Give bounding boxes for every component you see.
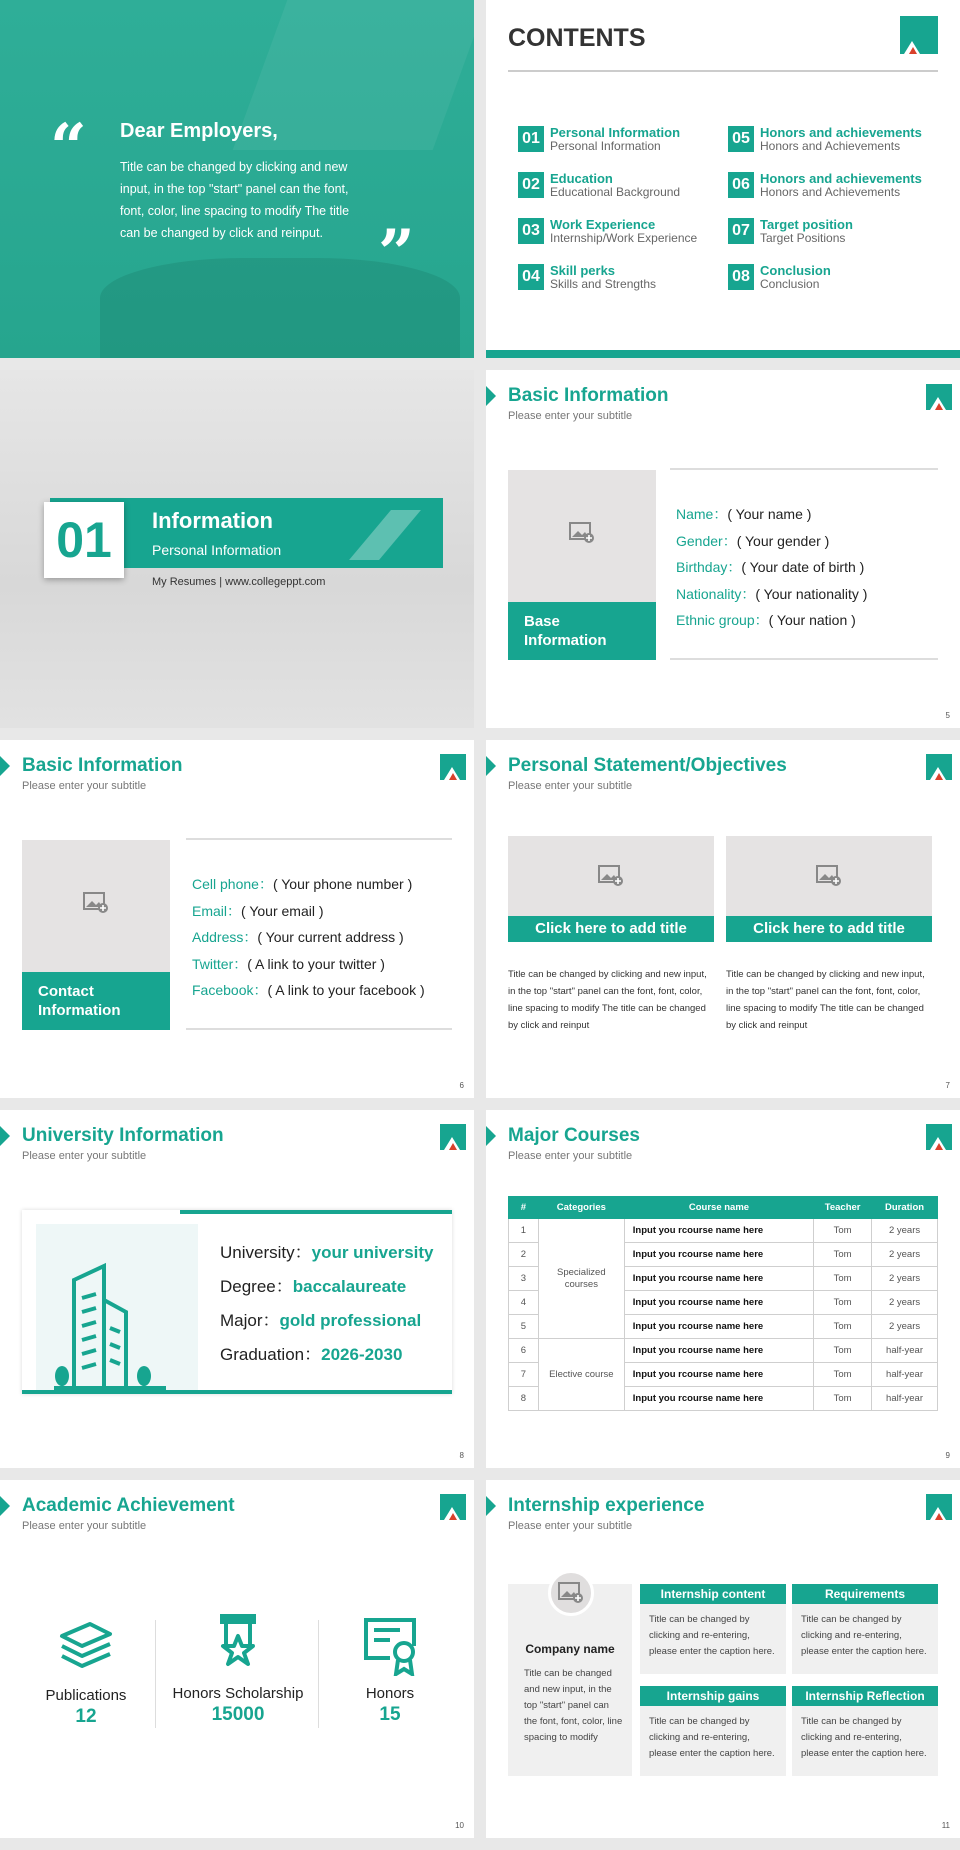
add-title-button[interactable]: Click here to add title — [726, 916, 932, 942]
info-field-value: ( Your nation ) — [768, 612, 856, 628]
teacher-cell: Tom — [814, 1291, 872, 1315]
slide-internship-experience — [486, 1480, 960, 1838]
info-field-value: ( A link to your twitter ) — [247, 955, 385, 972]
contents-item-number: 04 — [518, 264, 544, 290]
row-number: 1 — [509, 1219, 539, 1243]
image-placeholder[interactable] — [508, 836, 714, 916]
course-name-cell[interactable]: Input you rcourse name here — [624, 1315, 813, 1339]
contents-item-text — [760, 264, 831, 291]
university-field-value: baccalaureate — [292, 1277, 407, 1296]
slide-major-courses — [486, 1110, 960, 1468]
contents-item-subtitle: Personal Information — [550, 139, 661, 153]
section-subtitle: Personal Information — [152, 542, 282, 558]
contents-item-title: Work Experience — [550, 217, 656, 232]
internship-box-body: Title can be changed by clicking and re-entering, please enter the caption here. — [792, 1604, 938, 1674]
slide-subtitle: Please enter your subtitle — [22, 1150, 147, 1162]
header-marker — [0, 1496, 10, 1516]
contents-item-title: Conclusion — [760, 263, 831, 278]
slide-personal-statement — [486, 740, 960, 1098]
teacher-cell: Tom — [814, 1243, 872, 1267]
university-field — [220, 1340, 434, 1374]
duration-cell: half-year — [872, 1363, 938, 1387]
table-row — [509, 1339, 938, 1363]
table-header — [509, 1197, 938, 1219]
teacher-cell: Tom — [814, 1267, 872, 1291]
table-header-cell: Teacher — [814, 1197, 872, 1219]
logo-icon — [440, 1494, 466, 1520]
contents-item-subtitle: Conclusion — [760, 277, 820, 291]
duration-cell: 2 years — [872, 1243, 938, 1267]
contents-item-subtitle: Skills and Strengths — [550, 277, 657, 291]
row-number: 4 — [509, 1291, 539, 1315]
university-field-value: 2026-2030 — [321, 1345, 403, 1364]
course-name-cell[interactable]: Input you rcourse name here — [624, 1267, 813, 1291]
logo-icon — [900, 16, 938, 54]
contents-item[interactable] — [728, 218, 853, 245]
slide-title: Internship experience — [508, 1495, 705, 1516]
info-field — [192, 927, 425, 954]
internship-box-title: Internship gains — [640, 1686, 786, 1706]
duration-cell: 2 years — [872, 1315, 938, 1339]
achievement-value: 15000 — [211, 1704, 265, 1725]
info-field-value: ( Your nationality ) — [755, 585, 868, 602]
contents-item[interactable] — [728, 264, 831, 291]
row-number: 2 — [509, 1243, 539, 1267]
achievement-item — [160, 1612, 316, 1726]
info-field-value: ( Your phone number ) — [272, 876, 413, 892]
company-name: Company name — [525, 1642, 615, 1656]
company-description: Title can be changed and new input, in the top "start" panel can the font, font, color, line spacing to modify — [524, 1668, 623, 1743]
info-field-value: ( Your gender ) — [736, 532, 830, 549]
duration-cell: half-year — [872, 1339, 938, 1363]
slide-contents — [486, 0, 960, 358]
contents-item-text — [550, 264, 656, 291]
contents-item-number: 05 — [728, 126, 754, 152]
duration-cell: 2 years — [872, 1219, 938, 1243]
slide-subtitle: Please enter your subtitle — [22, 780, 147, 792]
row-number: 3 — [509, 1267, 539, 1291]
card-bottom-bar — [22, 1390, 452, 1394]
university-field — [220, 1272, 434, 1306]
university-field-label: Graduation： — [220, 1345, 322, 1364]
slide-subtitle: Please enter your subtitle — [508, 1150, 633, 1162]
header-marker — [486, 1126, 496, 1146]
teacher-cell: Tom — [814, 1219, 872, 1243]
info-field — [192, 874, 425, 901]
achievement-item — [16, 1620, 156, 1728]
internship-box-title: Internship content — [640, 1584, 786, 1604]
header-marker — [0, 1126, 10, 1146]
table-row — [509, 1219, 938, 1243]
company-logo-placeholder[interactable] — [548, 1570, 594, 1616]
slide-university-information — [0, 1110, 474, 1468]
course-name-cell[interactable]: Input you rcourse name here — [624, 1339, 813, 1363]
university-field-label: Major： — [220, 1311, 280, 1330]
slide-title: Dear Employers, — [120, 120, 278, 142]
contents-item[interactable] — [518, 264, 656, 291]
contents-item-text — [550, 126, 680, 153]
divider-bottom — [186, 1028, 452, 1030]
info-field-label: Twitter： — [192, 955, 248, 972]
achievement-label: Honors Scholarship — [172, 1685, 304, 1702]
info-field-label: Gender： — [676, 532, 737, 549]
divider-top — [186, 838, 452, 840]
table-header-cell: # — [509, 1197, 539, 1219]
slide-title: Basic Information — [508, 385, 669, 406]
internship-box-title: Requirements — [792, 1584, 938, 1604]
info-list — [676, 504, 867, 637]
card-body-text: Title can be changed by clicking and new input, in the top "start" panel can the font, font, color, line spacing to modify The title can be changed by click and reinput — [726, 969, 925, 1031]
add-image-icon — [558, 1582, 584, 1604]
teacher-cell: Tom — [814, 1363, 872, 1387]
contents-item-number: 03 — [518, 218, 544, 244]
slide-academic-achievement — [0, 1480, 474, 1838]
contents-item[interactable] — [728, 172, 922, 199]
teacher-cell: Tom — [814, 1387, 872, 1411]
category-cell: Specialized courses — [538, 1219, 624, 1339]
info-field-value: ( Your name ) — [727, 506, 812, 522]
course-name-cell[interactable]: Input you rcourse name here — [624, 1363, 813, 1387]
contents-item-title: Honors and achievements — [760, 125, 922, 140]
info-field — [192, 954, 425, 981]
info-field-label: Nationality： — [676, 585, 756, 602]
contents-item-subtitle: Honors and Achievements — [760, 139, 901, 153]
contents-item[interactable] — [728, 126, 922, 153]
row-number: 8 — [509, 1387, 539, 1411]
medal-icon — [208, 1612, 268, 1676]
course-name-cell[interactable]: Input you rcourse name here — [624, 1219, 813, 1243]
contents-item-number: 06 — [728, 172, 754, 198]
add-image-icon — [569, 522, 595, 544]
page-number: 9 — [945, 1451, 950, 1460]
section-footer: My Resumes | www.collegeppt.com — [152, 576, 326, 588]
row-number: 5 — [509, 1315, 539, 1339]
contents-title: CONTENTS — [508, 24, 646, 52]
slide-section-01 — [0, 370, 474, 728]
row-number: 7 — [509, 1363, 539, 1387]
table-header-cell: Duration — [872, 1197, 938, 1219]
info-field-value: ( Your email ) — [241, 902, 324, 919]
section-number: 01 — [56, 512, 112, 568]
internship-box — [792, 1686, 938, 1776]
university-field-value: gold professional — [279, 1311, 422, 1330]
teacher-cell: Tom — [814, 1339, 872, 1363]
header-marker — [0, 756, 10, 776]
contents-item-title: Skill perks — [550, 263, 616, 278]
info-field — [676, 584, 867, 611]
achievement-label: Honors — [365, 1685, 415, 1702]
contents-item-title: Education — [550, 171, 613, 186]
info-field — [192, 980, 425, 1007]
achievement-label: Publications — [45, 1687, 127, 1704]
section-title: Information — [152, 508, 273, 533]
add-image-icon — [598, 865, 624, 887]
contents-item-subtitle: Target Positions — [760, 231, 846, 245]
course-name-cell[interactable]: Input you rcourse name here — [624, 1291, 813, 1315]
internship-box-body: Title can be changed by clicking and re-entering, please enter the caption here. — [640, 1604, 786, 1674]
slide-subtitle: Please enter your subtitle — [508, 780, 633, 792]
logo-icon — [926, 1124, 952, 1150]
contents-item-number: 08 — [728, 264, 754, 290]
slide-title: Personal Statement/Objectives — [508, 755, 787, 776]
contents-item[interactable] — [518, 218, 697, 245]
duration-cell: 2 years — [872, 1291, 938, 1315]
internship-box — [640, 1584, 786, 1674]
separator-2 — [318, 1620, 319, 1728]
logo-icon — [926, 754, 952, 780]
divider-bottom — [670, 658, 938, 660]
card-top-bar — [180, 1210, 452, 1214]
contents-item-text — [550, 172, 680, 199]
info-field-label: Birthday： — [676, 559, 742, 575]
contents-item-subtitle: Internship/Work Experience — [550, 231, 698, 245]
info-field-label: Facebook： — [192, 982, 268, 998]
info-field-label: Name： — [676, 506, 728, 522]
info-field-label: Cell phone： — [192, 876, 273, 892]
contents-item-text — [550, 218, 697, 245]
page-number: 6 — [459, 1081, 464, 1090]
bottom-bar — [486, 350, 960, 358]
duration-cell: half-year — [872, 1387, 938, 1411]
info-field-label: Address： — [192, 929, 258, 945]
header-marker — [486, 1496, 496, 1516]
header-marker — [486, 386, 496, 406]
page-number: 7 — [945, 1081, 950, 1090]
info-field — [192, 901, 425, 928]
category-cell: Elective course — [538, 1339, 624, 1411]
info-field — [676, 504, 867, 531]
add-title-button[interactable]: Click here to add title — [508, 916, 714, 942]
slide-subtitle: Please enter your subtitle — [22, 1520, 147, 1532]
logo-icon — [926, 1494, 952, 1520]
close-quote-icon: ” — [378, 216, 415, 291]
slide-title: Basic Information — [22, 755, 183, 776]
building-icon — [50, 1258, 170, 1390]
info-field — [676, 531, 867, 558]
slide-dear-employers — [0, 0, 474, 358]
course-table — [508, 1196, 938, 1411]
course-name-cell[interactable]: Input you rcourse name here — [624, 1243, 813, 1267]
university-list — [220, 1238, 434, 1374]
row-number: 6 — [509, 1339, 539, 1363]
internship-box-body: Title can be changed by clicking and re-entering, please enter the caption here. — [792, 1706, 938, 1776]
table-header-cell: Course name — [624, 1197, 813, 1219]
internship-box — [792, 1584, 938, 1674]
university-field-label: Degree： — [220, 1277, 293, 1296]
achievement-value: 12 — [75, 1706, 97, 1727]
card-label: Base Information — [508, 602, 656, 660]
contents-item-number: 07 — [728, 218, 754, 244]
contents-item-title: Personal Information — [550, 125, 681, 140]
info-field — [676, 557, 867, 584]
slide-title: Major Courses — [508, 1125, 640, 1146]
certificate-icon — [360, 1616, 420, 1676]
logo-icon — [440, 1124, 466, 1150]
course-name-cell[interactable]: Input you rcourse name here — [624, 1387, 813, 1411]
slide-subtitle: Please enter your subtitle — [508, 410, 633, 422]
contents-item-number: 02 — [518, 172, 544, 198]
slide-subtitle: Please enter your subtitle — [508, 1520, 633, 1532]
section-number-box — [44, 502, 124, 578]
university-field-label: University： — [220, 1243, 312, 1262]
logo-icon — [926, 384, 952, 410]
table-header-cell: Categories — [538, 1197, 624, 1219]
internship-box-body: Title can be changed by clicking and re-entering, please enter the caption here. — [640, 1706, 786, 1776]
card-label: Contact Information — [22, 972, 170, 1030]
university-field-value: your university — [311, 1243, 434, 1262]
divider-top — [670, 468, 938, 470]
contents-item-text — [760, 172, 922, 199]
contents-item-text — [760, 126, 922, 153]
duration-cell: 2 years — [872, 1267, 938, 1291]
contents-item-subtitle: Honors and Achievements — [760, 185, 901, 199]
contents-item-text — [760, 218, 853, 245]
slide-contact-information — [0, 740, 474, 1098]
open-quote-icon: “ — [50, 110, 87, 185]
header-marker — [486, 756, 496, 776]
books-icon — [56, 1620, 116, 1676]
university-field — [220, 1306, 434, 1340]
contents-item[interactable] — [518, 172, 680, 199]
slide-body: Title can be changed by clicking and new input, in the top "start" panel can the font, font, color, line spacing to modify The title can be changed by click and reinput. — [120, 160, 350, 240]
slide-basic-information — [486, 370, 960, 728]
achievement-item — [320, 1616, 460, 1726]
contents-item-subtitle: Educational Background — [550, 185, 681, 199]
university-field — [220, 1238, 434, 1272]
info-field-label: Ethnic group： — [676, 612, 769, 628]
contents-item[interactable] — [518, 126, 680, 153]
add-image-icon — [816, 865, 842, 887]
divider — [508, 70, 938, 72]
info-field-value: ( A link to your facebook ) — [267, 982, 425, 998]
add-image-icon — [83, 892, 109, 914]
teacher-cell: Tom — [814, 1315, 872, 1339]
info-field-value: ( Your current address ) — [257, 929, 404, 945]
image-placeholder[interactable] — [726, 836, 932, 916]
info-list — [192, 874, 425, 1007]
page-number: 5 — [945, 711, 950, 720]
internship-box — [640, 1686, 786, 1776]
achievement-value: 15 — [379, 1704, 401, 1725]
slide-title: University Information — [22, 1125, 224, 1146]
card-body-text: Title can be changed by clicking and new input, in the top "start" panel can the font, font, color, line spacing to modify The title can be changed by click and reinput — [508, 969, 707, 1031]
page-number: 8 — [459, 1451, 464, 1460]
info-field-label: Email： — [192, 902, 242, 919]
page-number: 11 — [941, 1821, 950, 1830]
info-field-value: ( Your date of birth ) — [741, 559, 865, 575]
contents-item-title: Target position — [760, 217, 853, 232]
contents-item-title: Honors and achievements — [760, 171, 922, 186]
page-number: 10 — [455, 1821, 464, 1830]
info-field — [676, 610, 867, 637]
internship-box-title: Internship Reflection — [792, 1686, 938, 1706]
logo-icon — [440, 754, 466, 780]
contents-item-number: 01 — [518, 126, 544, 152]
slide-title: Academic Achievement — [22, 1495, 235, 1516]
